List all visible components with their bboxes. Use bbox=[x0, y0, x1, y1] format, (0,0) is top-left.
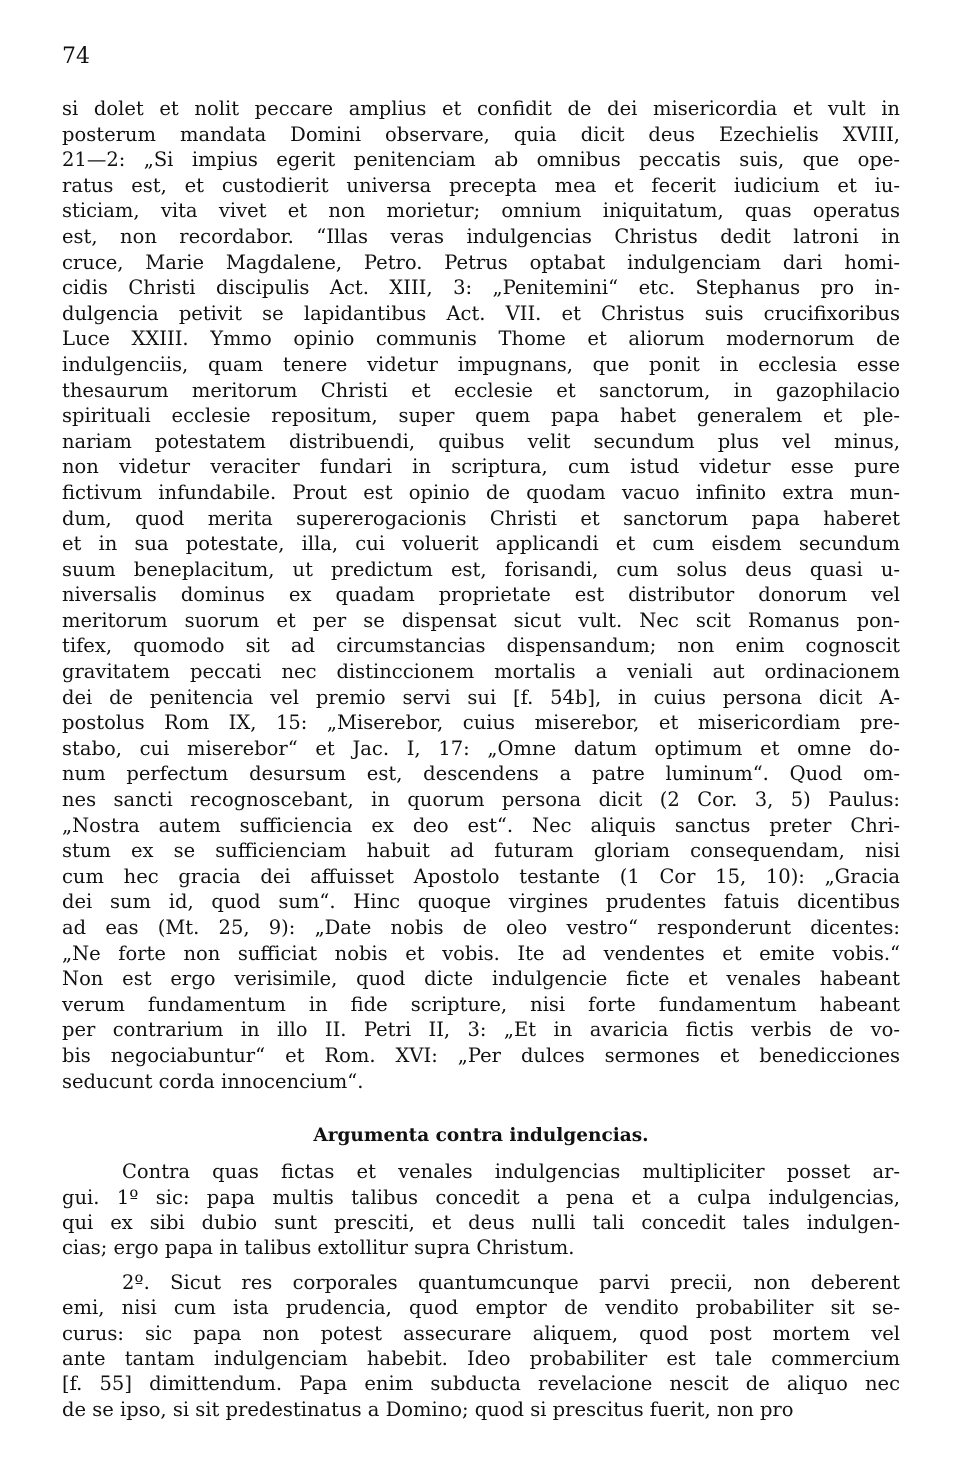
text-line: dei de penitencia vel premio servi sui [f. 54b], in cuius persona dicit A- bbox=[62, 685, 900, 709]
text-line: seducunt corda innocencium“. bbox=[62, 1069, 364, 1093]
text-line: cum hec gracia dei affuisset Apostolo testante (1 Cor 15, 10): „Gracia bbox=[62, 864, 900, 888]
text-line: dulgencia petivit se lapidantibus Act. VII. et Christus suis crucifixoribus bbox=[62, 301, 900, 325]
text-line: dum, quod merita supererogacionis Christi et sanctorum papa haberet bbox=[62, 506, 900, 530]
text-line: Non est ergo verisimile, quod dicte indulgencie ficte et venales habeant bbox=[62, 967, 900, 991]
body-text bbox=[62, 96, 900, 1422]
text-line: gui. 1º sic: papa multis talibus concedit a pena et a culpa indulgencias, bbox=[62, 1185, 900, 1209]
text-line: sticiam, vita vivet et non morietur; omnium iniquitatum, quas operatus bbox=[62, 199, 900, 223]
text-line: „Nostra autem sufficiencia ex deo est“. Nec aliquis sanctus preter Chri- bbox=[62, 813, 900, 837]
text-line: „Ne forte non sufficiat nobis et vobis. Ite ad vendentes et emite vobis.“ bbox=[62, 941, 900, 965]
text-line: [f. 55] dimittendum. Papa enim subducta revelacione nescit de aliquo nec bbox=[62, 1372, 900, 1396]
text-line: thesaurum meritorum Christi et ecclesie et sanctorum, in gazophilacio bbox=[62, 378, 900, 402]
text-line: ratus est, et custodierit universa precepta mea et fecerit iudicium et iu- bbox=[62, 173, 900, 197]
text-line: 2º. Sicut res corporales quantumcunque parvi precii, non deberent bbox=[122, 1270, 900, 1294]
text-line: dei sum id, quod sum“. Hinc quoque virgines prudentes fatuis dicentibus bbox=[62, 890, 900, 914]
text-line: gravitatem peccati nec distinccionem mortalis a veniali aut ordinacionem bbox=[62, 660, 900, 684]
text-line: meritorum suorum et per se dispensat sicut vult. Nec scit Romanus pon- bbox=[62, 608, 900, 632]
text-line: stum ex se sufficienciam habuit ad futuram gloriam consequendam, nisi bbox=[62, 839, 900, 863]
text-line: nes sancti recognoscebant, in quorum persona dicit (2 Cor. 3, 5) Paulus: bbox=[62, 788, 900, 812]
text-line: bis negociabuntur“ et Rom. XVI: „Per dulces sermones et benedicciones bbox=[62, 1043, 900, 1067]
text-line: non videtur veraciter fundari in scriptura, cum istud videtur esse pure bbox=[62, 455, 900, 479]
text-line: ad eas (Mt. 25, 9): „Date nobis de oleo vestro“ responderunt dicentes: bbox=[62, 916, 900, 939]
text-line: est, non recordabor. “Illas veras indulgencias Christus dedit latroni in bbox=[62, 224, 900, 248]
paragraph-1 bbox=[62, 96, 900, 1094]
paragraph-2 bbox=[62, 1159, 900, 1261]
text-line: curus: sic papa non potest assecurare aliquem, quod post mortem vel bbox=[62, 1321, 900, 1345]
text-line: indulgenciis, quam tenere videtur impugnans, que ponit in ecclesia esse bbox=[62, 352, 900, 376]
text-line: spirituali ecclesie repositum, super quem papa habet generalem et ple- bbox=[62, 404, 900, 428]
text-line: et in sua potestate, illa, cui voluerit applicandi et cum eisdem secundum bbox=[62, 532, 900, 556]
text-line: niversalis dominus ex quadam proprietate est distributor donorum vel bbox=[62, 583, 900, 607]
text-line: suum beneplacitum, ut predictum est, forisandi, cum solus deus quasi u- bbox=[62, 557, 900, 581]
text-line: postolus Rom IX, 15: „Miserebor, cuius miserebor, et misericordiam pre- bbox=[62, 711, 900, 735]
text-line: tifex, quomodo sit ad circumstancias dispensandum; non enim cognoscit bbox=[62, 634, 900, 658]
text-line: fictivum infundabile. Prout est opinio de quodam vacuo infinito extra mun- bbox=[62, 480, 900, 504]
text-line: si dolet et nolit peccare amplius et confidit de dei misericordia et vult in bbox=[62, 97, 900, 120]
text-line: emi, nisi cum ista prudencia, quod emptor de vendito probabiliter sit se- bbox=[62, 1296, 900, 1320]
text-line: qui ex sibi dubio sunt presciti, et deus nulli tali concedit tales indulgen- bbox=[62, 1210, 900, 1234]
text-line: verum fundamentum in fide scripture, nisi forte fundamentum habeant bbox=[62, 992, 900, 1016]
page-number: 74 bbox=[62, 44, 90, 69]
text-line: cias; ergo papa in talibus extollitur supra Christum. bbox=[62, 1236, 575, 1260]
text-line: cruce, Marie Magdalene, Petro. Petrus optabat indulgenciam dari homi- bbox=[62, 250, 900, 274]
section-2 bbox=[62, 1159, 900, 1422]
text-line: nariam potestatem distribuendi, quibus velit secundum plus vel minus, bbox=[62, 429, 900, 453]
text-line: ante tantam indulgenciam habebit. Ideo probabiliter est tale commercium bbox=[62, 1346, 900, 1370]
text-line: 21—2: „Si impius egerit penitenciam ab omnibus peccatis suis, que ope- bbox=[62, 148, 900, 172]
text-line: per contrarium in illo II. Petri II, 3: „Et in avaricia fictis verbis de vo- bbox=[62, 1018, 900, 1042]
text-line: Luce XXIII. Ymmo opinio communis Thome et aliorum modernorum de bbox=[62, 327, 900, 351]
section-heading: Argumenta contra indulgencias. bbox=[313, 1125, 649, 1147]
paragraph-3 bbox=[62, 1270, 900, 1422]
text-line: cidis Christi discipulis Act. XIII, 3: „Penitemini“ etc. Stephanus pro in- bbox=[62, 276, 900, 300]
text-line: posterum mandata Domini observare, quia dicit deus Ezechielis XVIII, bbox=[62, 122, 900, 146]
text-line: Contra quas fictas et venales indulgencias multipliciter posset ar- bbox=[122, 1160, 900, 1184]
text-line: de se ipso, si sit predestinatus a Domino; quod si prescitus fuerit, non pro bbox=[62, 1397, 794, 1421]
text-line: stabo, cui miserebor“ et Jac. I, 17: „Omne datum optimum et omne do- bbox=[62, 736, 900, 760]
text-line: num perfectum desursum est, descendens a patre luminum“. Quod om- bbox=[62, 762, 900, 786]
